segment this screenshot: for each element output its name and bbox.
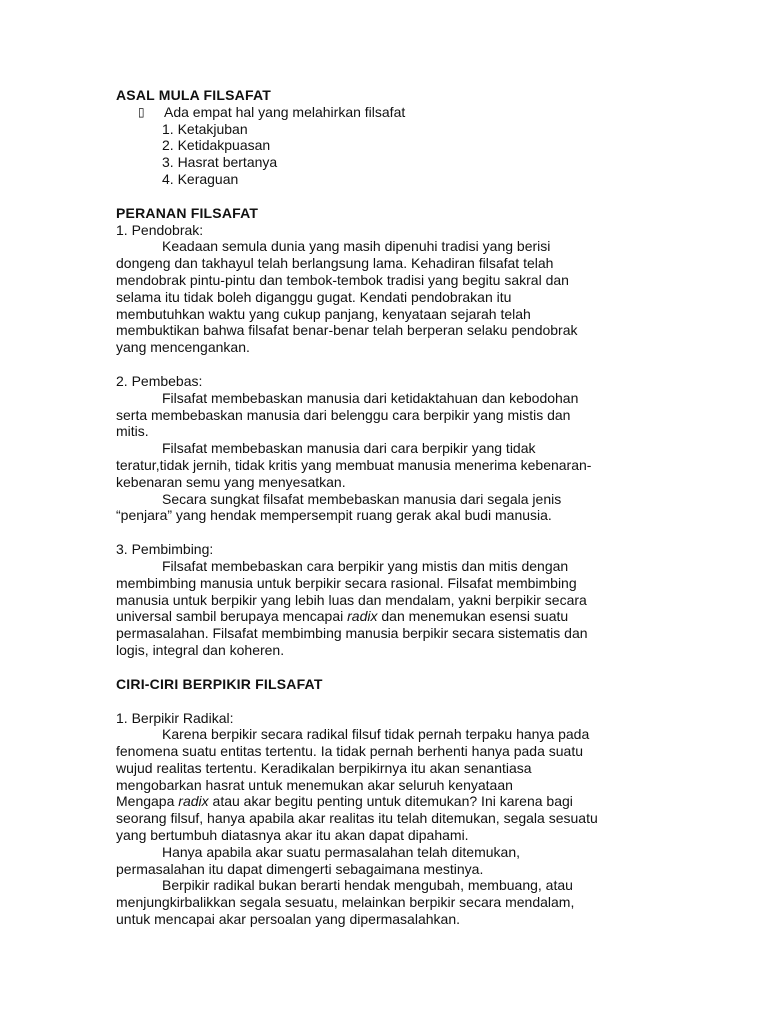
paragraph-line: yang mencengankan. (116, 339, 250, 356)
list-item: 3. Hasrat bertanya (162, 154, 278, 171)
paragraph-line: mitis. (116, 423, 149, 440)
italic-term: radix (178, 793, 209, 810)
bullet-icon: ▯ (138, 104, 145, 119)
paragraph-line: logis, integral dan koheren. (116, 641, 285, 658)
paragraph-line: manusia untuk berpikir yang lebih luas dan mendalam, yakni berpikir secara (116, 591, 587, 608)
paragraph-line: membutuhkan waktu yang cukup panjang, kenyataan sejarah telah (116, 305, 531, 322)
paragraph-line: Filsafat membebaskan cara berpikir yang mistis dan mitis dengan (162, 557, 569, 574)
paragraph-line: Hanya apabila akar suatu permasalahan telah ditemukan, (162, 843, 521, 860)
paragraph-line: Filsafat membebaskan manusia dari cara berpikir yang tidak (162, 440, 536, 457)
bullet-text: Ada empat hal yang melahirkan filsafat (164, 103, 406, 120)
paragraph-line: mendobrak pintu-pintu dan tembok-tembok tradisi yang begitu sakral dan (116, 271, 569, 288)
paragraph-line: serta membebaskan manusia dari belenggu cara berpikir yang mistis dan (116, 406, 571, 423)
text-run: Mengapa (116, 793, 179, 810)
paragraph-line: Karena berpikir secara radikal filsuf tidak pernah terpaku hanya pada (162, 726, 590, 743)
italic-term: radix (347, 608, 378, 625)
paragraph-line: yang bertumbuh diatasnya akar itu akan dapat dipahami. (116, 827, 469, 844)
subsection-title-pembimbing: 3. Pembimbing: (116, 541, 214, 558)
paragraph-line: Berpikir radikal bukan berarti hendak mengubah, membuang, atau (162, 877, 573, 894)
list-item: 4. Keraguan (162, 170, 239, 187)
subsection-title-radikal: 1. Berpikir Radikal: (116, 709, 234, 726)
paragraph-line: selama itu tidak boleh diganggu gugat. Kendati pendobrakan itu (116, 288, 512, 305)
document-page (116, 87, 656, 928)
paragraph-line: wujud realitas tertentu. Keradikalan berpikirnya itu akan senantiasa (116, 759, 532, 776)
text-run: universal sambil berupaya mencapai (116, 608, 348, 625)
section-heading-peranan: PERANAN FILSAFAT (116, 204, 259, 221)
paragraph-line (116, 793, 656, 810)
paragraph-line: kebenaran semu yang menyesatkan. (116, 473, 346, 490)
paragraph-line: mengobarkan hasrat untuk menemukan akar seluruh kenyataan (116, 776, 513, 793)
list-item: 1. Ketakjuban (162, 120, 248, 137)
paragraph-line: fenomena suatu entitas tertentu. Ia tidak pernah berhenti hanya pada suatu (116, 743, 583, 760)
paragraph-line: permasalahan. Filsafat membimbing manusia berpikir secara sistematis dan (116, 625, 588, 642)
subsection-title-pembebas: 2. Pembebas: (116, 372, 203, 389)
paragraph-line (116, 608, 656, 625)
text-run: dan menemukan esensi suatu (377, 608, 569, 625)
paragraph-line: membimbing manusia untuk berpikir secara rasional. Filsafat membimbing (116, 574, 577, 591)
bullet-item (116, 104, 656, 121)
paragraph-line: permasalahan itu dapat dimengerti sebagaimana mestinya. (116, 860, 484, 877)
paragraph-line: seorang filsuf, hanya apabila akar realitas itu telah ditemukan, segala sesuatu (116, 810, 598, 827)
paragraph-line: “penjara” yang hendak mempersempit ruang gerak akal budi manusia. (116, 507, 552, 524)
paragraph-line: dongeng dan takhayul telah berlangsung lama. Kehadiran filsafat telah (116, 255, 554, 272)
paragraph-line: Keadaan semula dunia yang masih dipenuhi tradisi yang berisi (162, 238, 551, 255)
section-heading-asal: ASAL MULA FILSAFAT (116, 87, 271, 103)
paragraph-line: teratur,tidak jernih, tidak kritis yang membuat manusia menerima kebenaran- (116, 456, 592, 473)
list-item: 2. Ketidakpuasan (162, 137, 271, 154)
paragraph-line: Filsafat membebaskan manusia dari ketidaktahuan dan kebodohan (162, 389, 579, 406)
paragraph-line: membuktikan bahwa filsafat benar-benar telah berperan selaku pendobrak (116, 322, 578, 339)
text-run: atau akar begitu penting untuk ditemukan? Ini karena bagi (208, 793, 573, 810)
subsection-title-pendobrak: 1. Pendobrak: (116, 221, 204, 238)
paragraph-line: untuk mencapai akar persoalan yang dipermasalahkan. (116, 911, 460, 928)
paragraph-line: menjungkirbalikkan segala sesuatu, melainkan berpikir secara mendalam, (116, 894, 575, 911)
section-heading-ciri: CIRI-CIRI BERPIKIR FILSAFAT (116, 675, 323, 692)
paragraph-line: Secara sungkat filsafat membebaskan manusia dari segala jenis (162, 490, 562, 507)
